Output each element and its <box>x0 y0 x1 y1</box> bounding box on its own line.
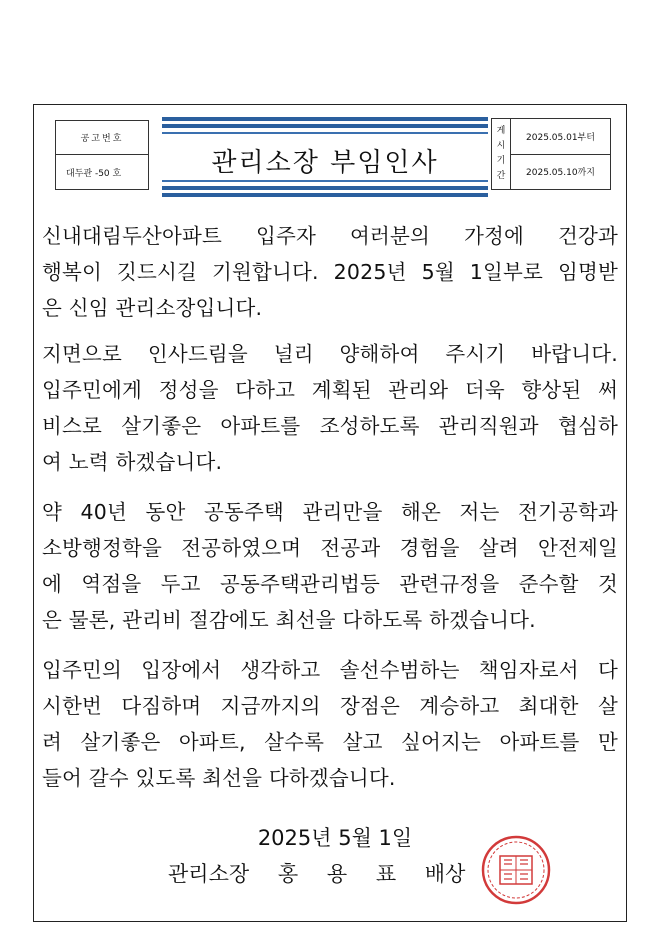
body-line: 비스로 살기좋은 아파트를 조성하도록 관리직원과 협심하 <box>42 414 618 438</box>
body-line: 들어 갈수 있도록 최선을 다하겠습니다. <box>42 766 396 790</box>
paragraph-4 <box>42 652 618 796</box>
period-label-char: 기 <box>496 156 506 166</box>
body-line: 에 역점을 두고 공동주택관리법등 관련규정을 준수할 것 <box>42 572 618 596</box>
posting-period-label <box>492 119 511 189</box>
issue-date: 2025년 5월 1일 <box>257 826 413 850</box>
title-banner <box>162 112 488 198</box>
signer-title: 관리소장 <box>168 862 250 886</box>
notice-number-label: 공고번호 <box>56 121 148 155</box>
body-line: 려 살기좋은 아파트, 살수록 살고 싶어지는 아파트를 만 <box>42 730 618 754</box>
body-line: 신내대림두산아파트 입주자 여러분의 가정에 건강과 <box>42 224 618 248</box>
signer-name-char: 표 <box>375 862 397 886</box>
notice-body <box>42 218 618 796</box>
title-stripe <box>162 186 488 190</box>
body-line: 지면으로 인사드림을 널리 양해하여 주시기 바랍니다. <box>42 342 618 366</box>
body-line: 행복이 깃드시길 기원합니다. 2025년 5월 1일부로 임명받 <box>42 260 618 284</box>
body-line: 은 신임 관리소장입니다. <box>42 296 263 320</box>
title-stripe <box>162 132 488 134</box>
period-label-char: 게 <box>496 126 506 136</box>
title-stripe <box>162 180 488 182</box>
posting-period-box <box>491 118 611 190</box>
signature-line <box>168 858 487 888</box>
body-line: 여 노력 하겠습니다. <box>42 450 223 474</box>
paragraph-3 <box>42 494 618 638</box>
period-end: 2025.05.10까지 <box>526 168 595 179</box>
title-stripe <box>162 124 488 128</box>
signer-name-char: 용 <box>326 862 348 886</box>
signer-name-char: 홍 <box>277 862 299 886</box>
paragraph-1 <box>42 218 618 326</box>
title-stripe <box>162 193 488 197</box>
page-title: 관리소장 부임인사 <box>211 148 439 178</box>
body-line: 소방행정학을 전공하였으며 전공과 경험을 살려 안전제일 <box>42 536 618 560</box>
signer-suffix: 배상 <box>424 862 466 886</box>
period-label-char: 간 <box>496 171 506 181</box>
period-start: 2025.05.01부터 <box>511 119 610 155</box>
title-stripe <box>162 117 488 121</box>
paragraph-2 <box>42 336 618 480</box>
body-line: 입주민에게 정성을 다하고 계획된 관리와 더욱 향상된 써 <box>42 378 618 402</box>
body-line: 입주민의 입장에서 생각하고 솔선수범하는 책임자로서 다 <box>42 658 618 682</box>
official-seal-icon <box>480 834 552 906</box>
notice-number-box <box>55 120 149 190</box>
body-line: 약 40년 동안 공동주택 관리만을 해온 저는 전기공학과 <box>42 500 618 524</box>
notice-number-value: 대두관 -50 호 <box>66 168 122 179</box>
period-label-char: 시 <box>496 141 506 151</box>
body-line: 시한번 다짐하며 지금까지의 장점은 계승하고 최대한 살 <box>42 694 618 718</box>
body-line: 은 물론, 관리비 절감에도 최선을 다하도록 하겠습니다. <box>42 608 536 632</box>
